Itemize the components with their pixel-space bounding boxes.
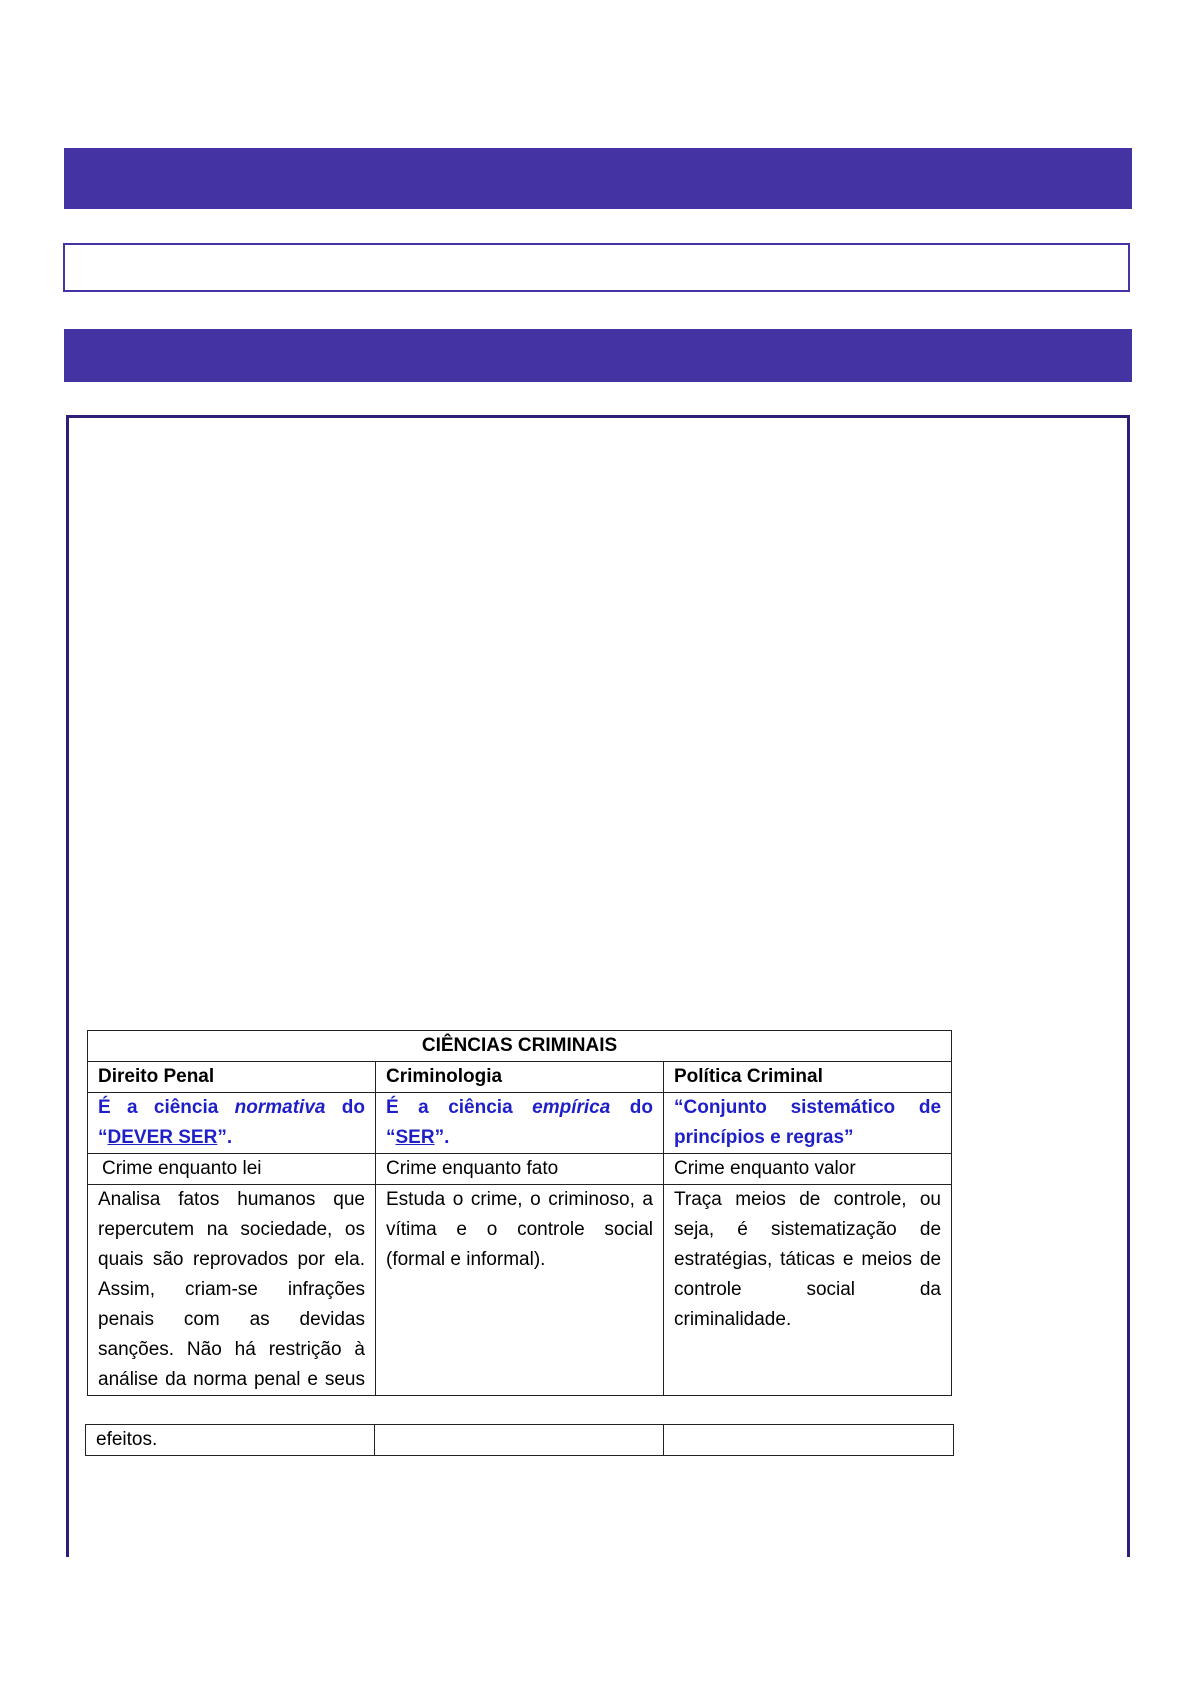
desc-line: seja, é sistematização de [674, 1219, 942, 1240]
desc-line: repercutem na sociedade, os [98, 1219, 365, 1240]
desc-line: Estuda o crime, o criminoso, a [386, 1189, 653, 1210]
outlined-bar [63, 243, 1130, 292]
header-politica-criminal: Política Criminal [664, 1062, 952, 1093]
ciencias-criminais-table [87, 1030, 952, 1396]
desc-line: análise da norma penal e seus [98, 1369, 365, 1390]
crime-valor: Crime enquanto valor [664, 1154, 952, 1185]
desc-line: quais são reprovados por ela. [98, 1249, 365, 1270]
definition-politica-criminal: “Conjunto sistemático de princípios e regras” [664, 1093, 952, 1154]
continuation-cell: efeitos. [86, 1425, 375, 1456]
header-band-second [64, 329, 1132, 382]
description-direito-penal [88, 1185, 376, 1396]
desc-line: vítima e o controle social [386, 1219, 653, 1240]
continuation-cell [664, 1425, 954, 1456]
desc-line: estratégias, táticas e meios de [674, 1249, 942, 1270]
description-politica-criminal [664, 1185, 952, 1396]
header-direito-penal: Direito Penal [88, 1062, 376, 1093]
header-criminologia: Criminologia [376, 1062, 664, 1093]
crime-fato: Crime enquanto fato [376, 1154, 664, 1185]
header-band-top [64, 148, 1132, 209]
desc-line: penais com as devidas [98, 1309, 365, 1330]
desc-line: Analisa fatos humanos que [98, 1189, 365, 1210]
continuation-table [85, 1424, 954, 1456]
desc-line: Traça meios de controle, ou [674, 1189, 942, 1210]
definition-criminologia: É a ciência empírica do “SER”. [376, 1093, 664, 1154]
description-criminologia [376, 1185, 664, 1396]
definition-direito-penal: É a ciência normativa do “DEVER SER”. [88, 1093, 376, 1154]
desc-line: Assim, criam-se infrações [98, 1279, 365, 1300]
table-title: CIÊNCIAS CRIMINAIS [88, 1031, 952, 1062]
desc-line: criminalidade. [674, 1309, 792, 1330]
desc-line: sanções. Não há restrição à [98, 1339, 365, 1360]
crime-lei: Crime enquanto lei [88, 1154, 376, 1185]
continuation-cell [375, 1425, 664, 1456]
desc-line: (formal e informal). [386, 1249, 546, 1270]
desc-line: controle social da [674, 1279, 942, 1300]
